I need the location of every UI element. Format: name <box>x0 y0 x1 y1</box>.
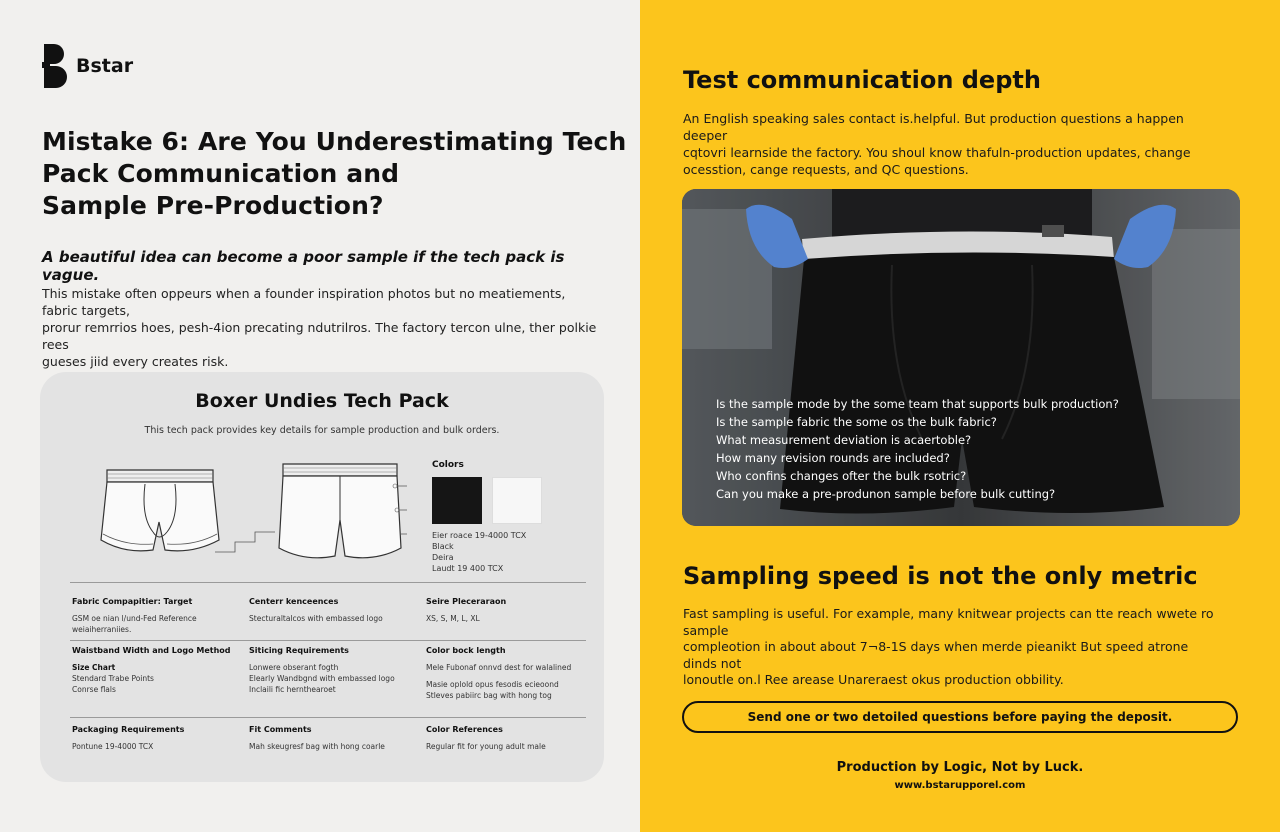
section-title-sampling: Sampling speed is not the only metric <box>683 562 1198 590</box>
spec-waistband: Waistband Width and Logo Method Size Chart Stendard Trabe Points Conrse flals <box>72 646 231 694</box>
section-text-communication: An English speaking sales contact is.helpful. But production questions a happen deeper cqtovri learnside the factory. You shoul know thafuln-production updates, change ocesstion, cange requests, and QC questions. <box>683 111 1191 177</box>
boxer-sample-photo <box>682 189 1240 526</box>
tagline: Production by Logic, Not by Luck. <box>836 760 1084 775</box>
spec-size-range: Seire Pleceraraon XS, S, M, L, XL <box>426 597 507 623</box>
brand-logo[interactable] <box>42 44 133 88</box>
divider <box>70 640 586 641</box>
section-text-sampling: Fast sampling is useful. For example, many knitwear projects can tte reach wwete ro sample compleotion in about about 7¬8-1S days when merde pieanikt But speed atrone dinds not lonoutle on.l Ree arease Unareraest okus production obbility. <box>683 606 1214 687</box>
question-item: Is the sample mode by the some team that supports bulk production? <box>716 397 1119 411</box>
section-title-communication: Test communication depth <box>683 66 1041 94</box>
spec-fit: Fit Comments Mah skeugresf bag with hong coarle <box>249 725 385 751</box>
question-item: Can you make a pre-produnon sample before bulk cutting? <box>716 487 1056 501</box>
color-notes: Eier roace 19-4000 TCX Black Deira Laudt 19 400 TCX <box>432 531 527 573</box>
boxer-back-sketch <box>275 460 415 565</box>
spec-stitching: Siticing Requirements Lonwere obserant fogth Elearly Wandbgnd with embassed logo Inclaili fic hernthearoet <box>249 646 395 694</box>
spec-color-block: Color bock length Mele Fubonaf onnvd dest for walalined Masie oplold opus fesodis ecieoond Stleves pabiirc bag with hong tog <box>426 646 572 700</box>
spec-fabric: Fabric Compapitier: Target GSM oe nian l/und-Fed Reference weiaiherraniies. <box>72 597 197 634</box>
bstar-logo-icon <box>42 44 68 88</box>
black-swatch <box>432 477 482 524</box>
colors-label: Colors <box>432 460 464 470</box>
cta-button[interactable]: Send one or two detoiled questions before paying the deposit. <box>682 701 1238 733</box>
question-item: Is the sample fabric the some os the bulk fabric? <box>716 415 997 429</box>
divider <box>70 582 586 583</box>
tech-pack-card <box>40 372 604 782</box>
boxer-front-sketch <box>95 462 225 562</box>
divider <box>70 717 586 718</box>
question-item: How many revision rounds are included? <box>716 451 950 465</box>
question-list <box>716 395 1119 503</box>
spec-center: Centerr kenceences Stecturaltalcos with embassed logo <box>249 597 383 623</box>
tech-pack-subtitle: This tech pack provides key details for sample production and bulk orders. <box>144 425 500 436</box>
tech-pack-title: Boxer Undies Tech Pack <box>195 390 449 412</box>
brand-name: Bstar <box>76 55 134 77</box>
intro-paragraph: This mistake often oppeurs when a founder inspiration photos but no meatiements, fabric targets, prorur remrrios hoes, pesh-4ion precating ndutrilros. The factory tercon ulne, ther polkie rees gueses jiid every creates risk. <box>42 286 597 369</box>
page-subtitle: A beautiful idea can become a poor sample if the tech pack is vague. <box>42 248 565 284</box>
question-item: What measurement deviation is acaertoble? <box>716 433 972 447</box>
question-item: Who confins changes ofter the bulk rsotric? <box>716 469 967 483</box>
spec-packaging: Packaging Requirements Pontune 19-4000 TCX <box>72 725 185 751</box>
spec-color-refs: Color References Regular fit for young adult male <box>426 725 546 751</box>
website-link[interactable]: www.bstarupporel.com <box>894 780 1026 791</box>
page-title: Mistake 6: Are You Underestimating Tech Pack Communication and Sample Pre-Production? <box>42 127 627 220</box>
white-swatch <box>492 477 542 524</box>
